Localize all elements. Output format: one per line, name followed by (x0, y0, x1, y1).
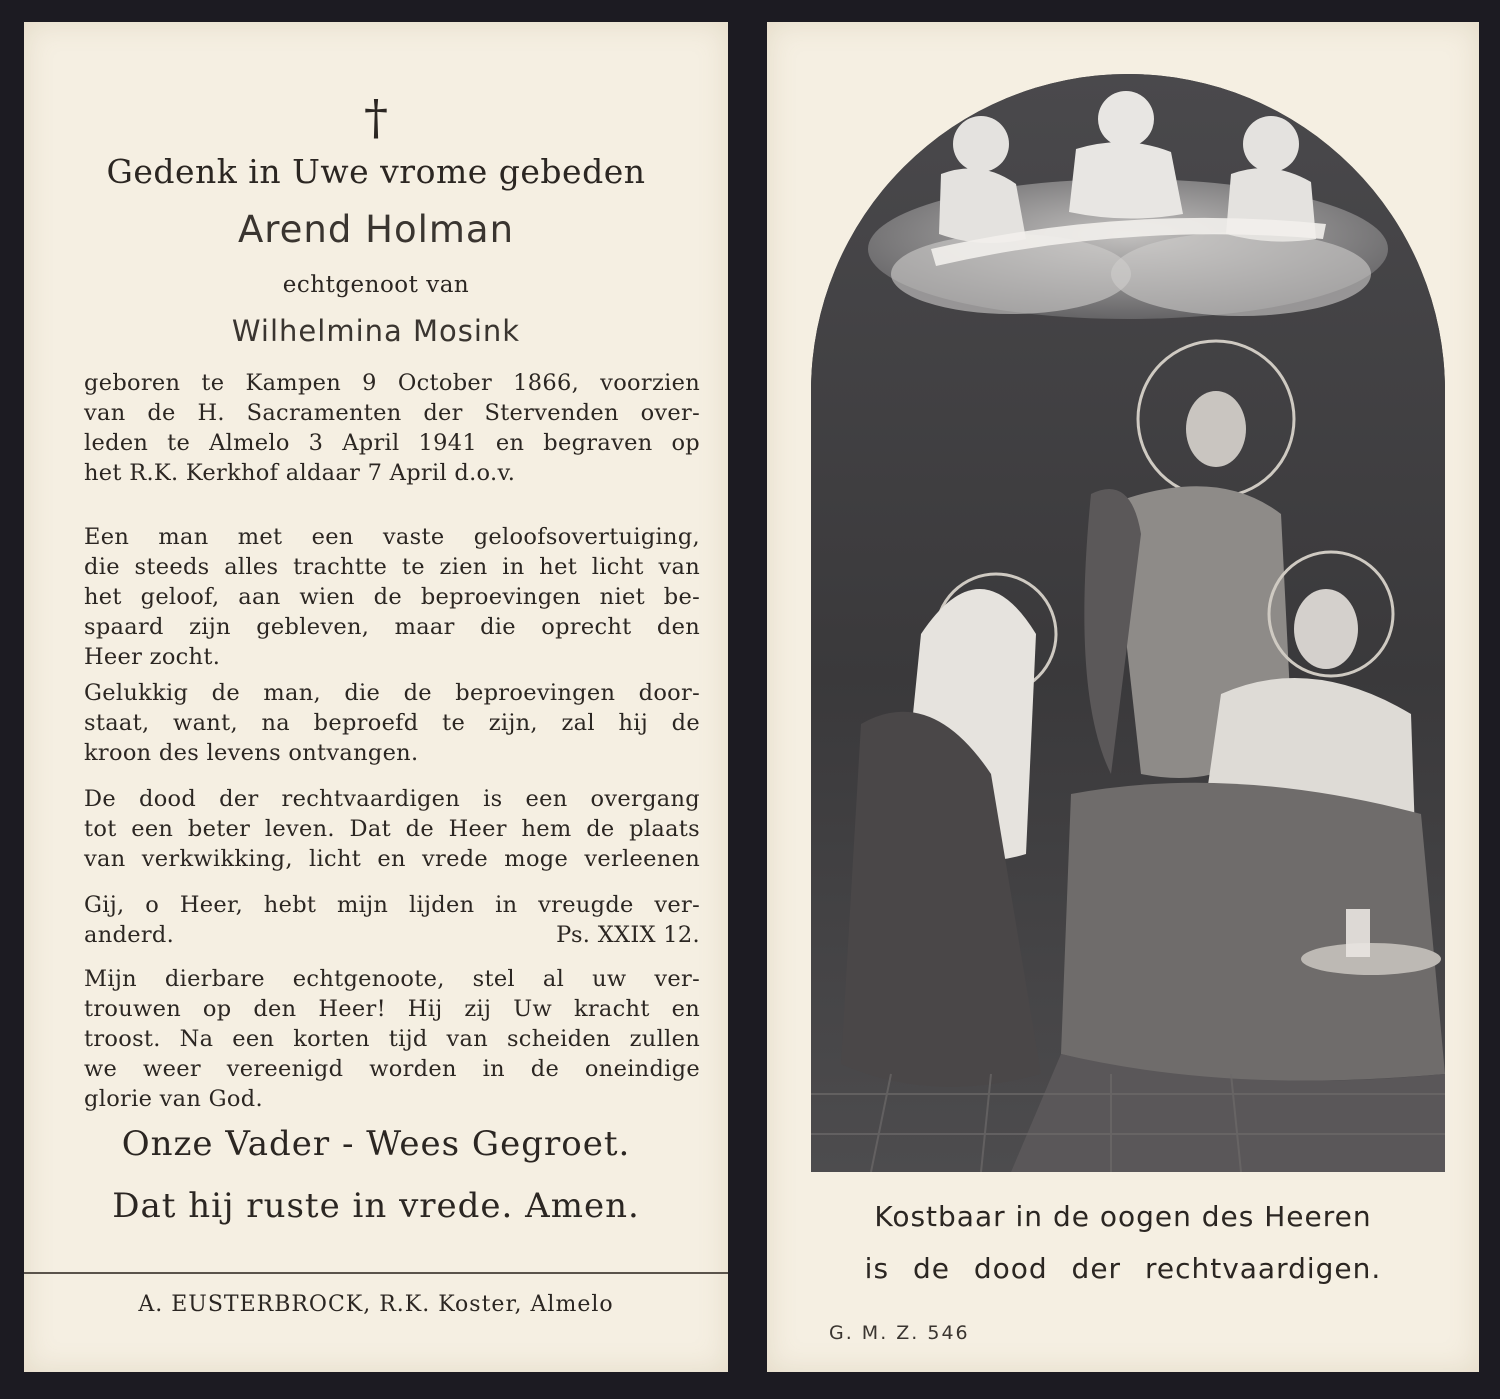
text-line: het geloof, aan wien de beproevingen niet be- (84, 584, 700, 610)
printer-imprint: A. EUSTERBROCK, R.K. Koster, Almelo (138, 1292, 614, 1317)
biography (84, 368, 700, 488)
prayer-line: Onze Vader - Wees Gegroet. (121, 1124, 631, 1164)
text-line: troost. Na een korten tijd van scheiden zullen (84, 1026, 700, 1052)
paragraph-death (84, 784, 700, 874)
divider (24, 1272, 728, 1274)
text-line: trouwen op den Heer! Hij zij Uw kracht en (84, 996, 700, 1022)
text-line: staat, want, na beproefd te zijn, zal hij de (84, 710, 700, 736)
cross-icon: † (364, 90, 388, 146)
psalm-reference: Ps. XXIX 12. (556, 922, 700, 948)
caption-line: is de dood der rechtvaardigen. (864, 1252, 1382, 1285)
text-line: Gelukkig de man, die de beproevingen door- (84, 680, 700, 706)
text-line: De dood der rechtvaardigen is een overgang (84, 786, 700, 812)
text-line: van verkwikking, licht en vrede moge verleenen (84, 846, 700, 872)
text-line: tot een beter leven. Dat de Heer hem de plaats (84, 816, 700, 842)
spouse-name: Wilhelmina Mosink (231, 314, 521, 348)
caption-line: Kostbaar in de oogen des Heeren (874, 1200, 1372, 1233)
deceased-name: Arend Holman (237, 208, 515, 251)
text-line: Heer zocht. (84, 644, 221, 670)
bio-line: het R.K. Kerkhof aldaar 7 April d.o.v. (84, 460, 516, 486)
text-line: kroon des levens ontvangen. (84, 740, 419, 766)
catalog-number: G. M. Z. 546 (829, 1322, 970, 1344)
paragraph-spouse (84, 964, 700, 1114)
paragraph-faith (84, 522, 700, 672)
text-fragment: anderd. (84, 922, 175, 948)
intro-line: Gedenk in Uwe vrome gebeden (106, 152, 646, 191)
text-line: Mijn dierbare echtgenoote, stel al uw ver- (84, 966, 700, 992)
paragraph-blessed (84, 678, 700, 768)
text-line: Een man met een vaste geloofsovertuiging, (84, 524, 700, 550)
text-line: we weer vereenigd worden in de oneindige (84, 1056, 700, 1082)
text-line (84, 920, 700, 950)
text-line: glorie van God. (84, 1086, 263, 1112)
deathbed-scene-image (811, 74, 1445, 1172)
bio-line: leden te Almelo 3 April 1941 en begraven op (84, 430, 700, 456)
paragraph-psalm (84, 890, 700, 950)
text-line: Gij, o Heer, hebt mijn lijden in vreugde ver- (84, 892, 700, 918)
closing-line: Dat hij ruste in vrede. Amen. (112, 1186, 640, 1226)
devotional-illustration (811, 74, 1445, 1172)
bio-line: van de H. Sacramenten der Stervenden over- (84, 400, 700, 426)
bio-line: geboren te Kampen 9 October 1866, voorzien (84, 370, 700, 396)
right-card (767, 22, 1479, 1372)
text-line: spaard zijn gebleven, maar die oprecht den (84, 614, 700, 640)
text-line: die steeds alles trachtte te zien in het licht van (84, 554, 700, 580)
left-card (24, 22, 728, 1372)
spouse-intro: echtgenoot van (282, 272, 470, 298)
